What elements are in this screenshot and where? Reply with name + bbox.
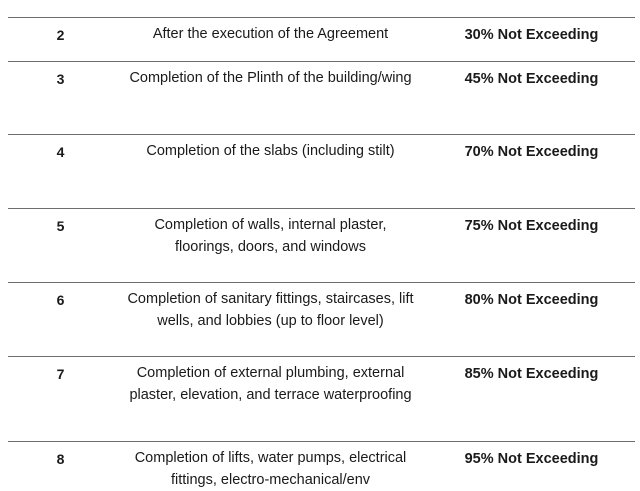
- payment-percent: 75% Not Exceeding: [464, 218, 599, 234]
- payment-percent: 80% Not Exceeding: [464, 292, 599, 308]
- table-row: [8, 208, 635, 282]
- row-number: 3: [56, 71, 65, 87]
- table-row-previous: [8, 0, 635, 17]
- table-row: [8, 17, 635, 61]
- milestone-text: Completion of the Plinth of the building/wing: [129, 70, 412, 86]
- payment-percent: 95% Not Exceeding: [464, 451, 599, 467]
- row-number: 6: [56, 292, 65, 308]
- payment-percent: 70% Not Exceeding: [464, 144, 599, 160]
- payment-percent: 45% Not Exceeding: [464, 71, 599, 87]
- payment-percent: 30% Not Exceeding: [464, 27, 599, 43]
- table-row: [8, 356, 635, 441]
- milestone-text: Completion of the slabs (including stilt): [146, 143, 395, 159]
- milestone-text: Completion of walls, internal plaster, floorings, doors, and windows: [154, 217, 387, 255]
- milestone-text: Completion of external plumbing, external plaster, elevation, and terrace waterproofing: [129, 365, 412, 403]
- table-row: [8, 441, 635, 488]
- table-row: [8, 61, 635, 134]
- row-number: 7: [56, 366, 65, 382]
- payment-percent: 85% Not Exceeding: [464, 366, 599, 382]
- row-number: 8: [56, 451, 65, 467]
- table-row: [8, 134, 635, 208]
- row-number: 2: [56, 27, 65, 43]
- table-row: [8, 282, 635, 356]
- milestone-text: After the execution of the Agreement: [152, 26, 389, 42]
- milestone-text: Completion of lifts, water pumps, electrical fittings, electro-mechanical/env: [134, 450, 407, 488]
- row-number: 5: [56, 218, 65, 234]
- milestone-text: Completion of sanitary fittings, staircases, lift wells, and lobbies (up to floor level): [127, 291, 414, 329]
- row-number: 4: [56, 144, 65, 160]
